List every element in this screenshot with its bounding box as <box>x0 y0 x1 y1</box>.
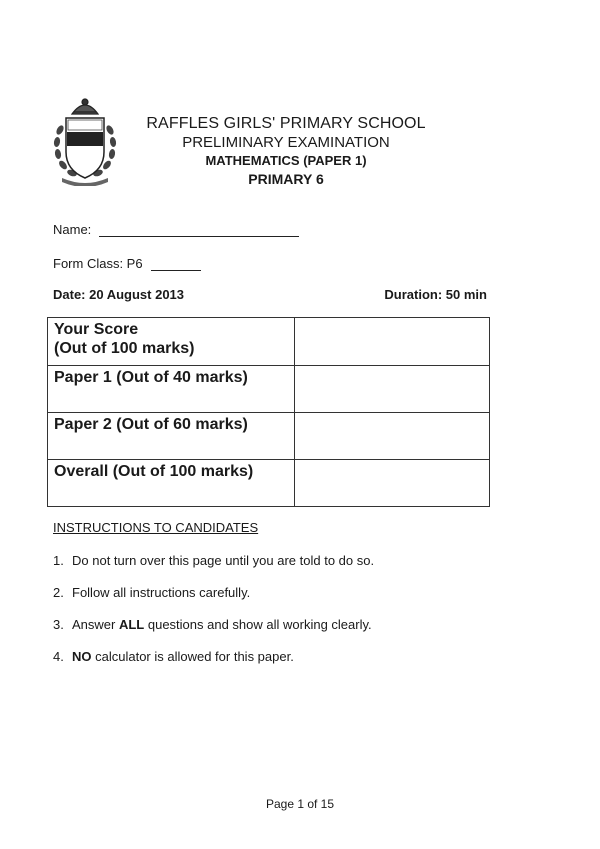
page-number: Page 1 of 15 <box>265 797 335 811</box>
instruction-item <box>53 617 374 649</box>
score-label-line2: (Out of 100 marks) <box>54 340 195 357</box>
instruction-text: Do not turn over this page until you are told to do so. <box>72 553 375 568</box>
score-table <box>47 317 490 507</box>
score-label-overall: Overall (Out of 100 marks) <box>48 460 295 507</box>
name-blank-line <box>99 224 299 237</box>
score-cell-total <box>295 318 490 366</box>
instruction-item <box>53 553 374 585</box>
score-label-line1: Your Score <box>54 321 139 338</box>
subject-title: MATHEMATICS (PAPER 1) <box>205 153 367 168</box>
form-class-blank-line <box>151 258 201 271</box>
instruction-text: Follow all instructions carefully. <box>72 585 251 600</box>
score-label-total <box>48 318 295 366</box>
level-title: PRIMARY 6 <box>248 171 324 187</box>
instruction-item <box>53 649 374 681</box>
instruction-item <box>53 585 374 617</box>
exam-header <box>128 114 444 188</box>
name-field <box>53 222 299 237</box>
exam-title: PRELIMINARY EXAMINATION <box>182 134 390 151</box>
instruction-number: 3. <box>53 617 64 632</box>
instruction-text: NO calculator is allowed for this paper. <box>72 649 294 664</box>
score-cell-paper1 <box>295 366 490 413</box>
date-duration-row <box>53 287 487 302</box>
score-cell-paper2 <box>295 413 490 460</box>
instruction-number: 1. <box>53 553 64 568</box>
score-label-paper2: Paper 2 (Out of 60 marks) <box>48 413 295 460</box>
school-crest-logo <box>50 94 120 186</box>
exam-duration: Duration: 50 min <box>384 287 487 302</box>
form-class-label: Form Class: P6 <box>53 256 143 271</box>
exam-date: Date: 20 August 2013 <box>53 287 185 302</box>
instruction-number: 2. <box>53 585 64 600</box>
instructions-title: INSTRUCTIONS TO CANDIDATES <box>53 520 259 535</box>
score-row-overall <box>48 460 490 507</box>
score-cell-overall <box>295 460 490 507</box>
instruction-number: 4. <box>53 649 64 664</box>
score-label-paper1: Paper 1 (Out of 40 marks) <box>48 366 295 413</box>
score-row-paper2 <box>48 413 490 460</box>
name-label: Name: <box>53 222 92 237</box>
form-class-field <box>53 256 201 271</box>
score-row-paper1 <box>48 366 490 413</box>
score-row-total <box>48 318 490 366</box>
instruction-text: Answer ALL questions and show all working clearly. <box>72 617 372 632</box>
instructions-list <box>53 553 374 681</box>
school-name: RAFFLES GIRLS' PRIMARY SCHOOL <box>146 115 426 132</box>
